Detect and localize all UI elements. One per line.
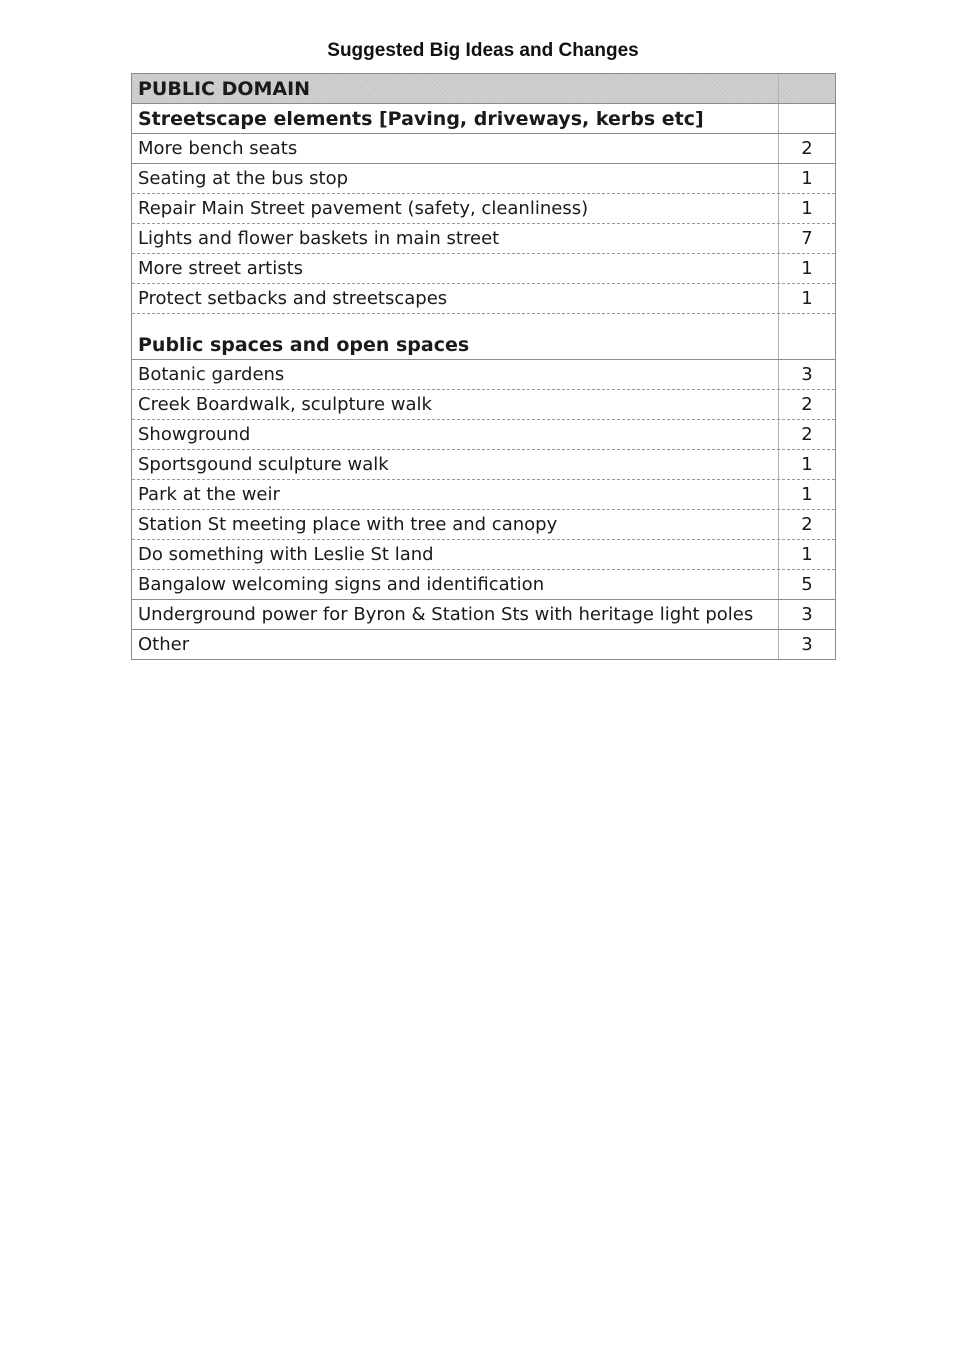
row-label: Showground bbox=[132, 420, 779, 449]
table-header-label: PUBLIC DOMAIN bbox=[132, 74, 779, 103]
row-label: Underground power for Byron & Station Sts with heritage light poles bbox=[132, 600, 779, 629]
table-row bbox=[132, 540, 835, 570]
row-label: Other bbox=[132, 630, 779, 659]
row-count: 1 bbox=[801, 288, 813, 309]
row-label: Park at the weir bbox=[132, 480, 779, 509]
section-heading-count bbox=[779, 314, 835, 359]
row-label: Creek Boardwalk, sculpture walk bbox=[132, 390, 779, 419]
row-count: 2 bbox=[801, 138, 813, 159]
table-row bbox=[132, 480, 835, 510]
row-count: 1 bbox=[801, 544, 813, 565]
table-row bbox=[132, 570, 835, 600]
row-label: Botanic gardens bbox=[132, 360, 779, 389]
section-heading-count bbox=[779, 104, 835, 133]
table-row bbox=[132, 510, 835, 540]
table-row bbox=[132, 630, 835, 659]
row-count: 5 bbox=[801, 574, 813, 595]
table-row bbox=[132, 420, 835, 450]
ideas-table bbox=[131, 73, 836, 660]
table-row bbox=[132, 600, 835, 630]
table-header-count bbox=[779, 74, 835, 103]
page-title: Suggested Big Ideas and Changes bbox=[327, 40, 639, 61]
row-label: Bangalow welcoming signs and identification bbox=[132, 570, 779, 599]
table-row bbox=[132, 450, 835, 480]
row-count: 1 bbox=[801, 454, 813, 475]
table-row bbox=[132, 390, 835, 420]
section-heading-label: Public spaces and open spaces bbox=[132, 314, 779, 359]
row-label: More street artists bbox=[132, 254, 779, 283]
row-count: 1 bbox=[801, 258, 813, 279]
row-label: Seating at the bus stop bbox=[132, 164, 779, 193]
row-label: Lights and flower baskets in main street bbox=[132, 224, 779, 253]
section-heading-public-spaces bbox=[132, 314, 835, 360]
table-row bbox=[132, 254, 835, 284]
row-count: 2 bbox=[801, 514, 813, 535]
row-label: Sportsgound sculpture walk bbox=[132, 450, 779, 479]
row-count: 1 bbox=[801, 168, 813, 189]
row-count: 3 bbox=[801, 634, 813, 655]
row-count: 7 bbox=[801, 228, 813, 249]
table-header-row bbox=[132, 74, 835, 104]
table-row bbox=[132, 194, 835, 224]
row-label: Protect setbacks and streetscapes bbox=[132, 284, 779, 313]
row-count: 2 bbox=[801, 424, 813, 445]
row-count: 1 bbox=[801, 198, 813, 219]
row-count: 2 bbox=[801, 394, 813, 415]
row-count: 3 bbox=[801, 364, 813, 385]
section-heading-streetscape bbox=[132, 104, 835, 134]
row-label: Repair Main Street pavement (safety, cleanliness) bbox=[132, 194, 779, 223]
table-row bbox=[132, 224, 835, 254]
table-row bbox=[132, 164, 835, 194]
table-row bbox=[132, 360, 835, 390]
table-row bbox=[132, 134, 835, 164]
row-label: Do something with Leslie St land bbox=[132, 540, 779, 569]
row-label: Station St meeting place with tree and canopy bbox=[132, 510, 779, 539]
row-label: More bench seats bbox=[132, 134, 779, 163]
table-row bbox=[132, 284, 835, 314]
row-count: 1 bbox=[801, 484, 813, 505]
row-count: 3 bbox=[801, 604, 813, 625]
section-heading-label: Streetscape elements [Paving, driveways, kerbs etc] bbox=[132, 104, 779, 133]
